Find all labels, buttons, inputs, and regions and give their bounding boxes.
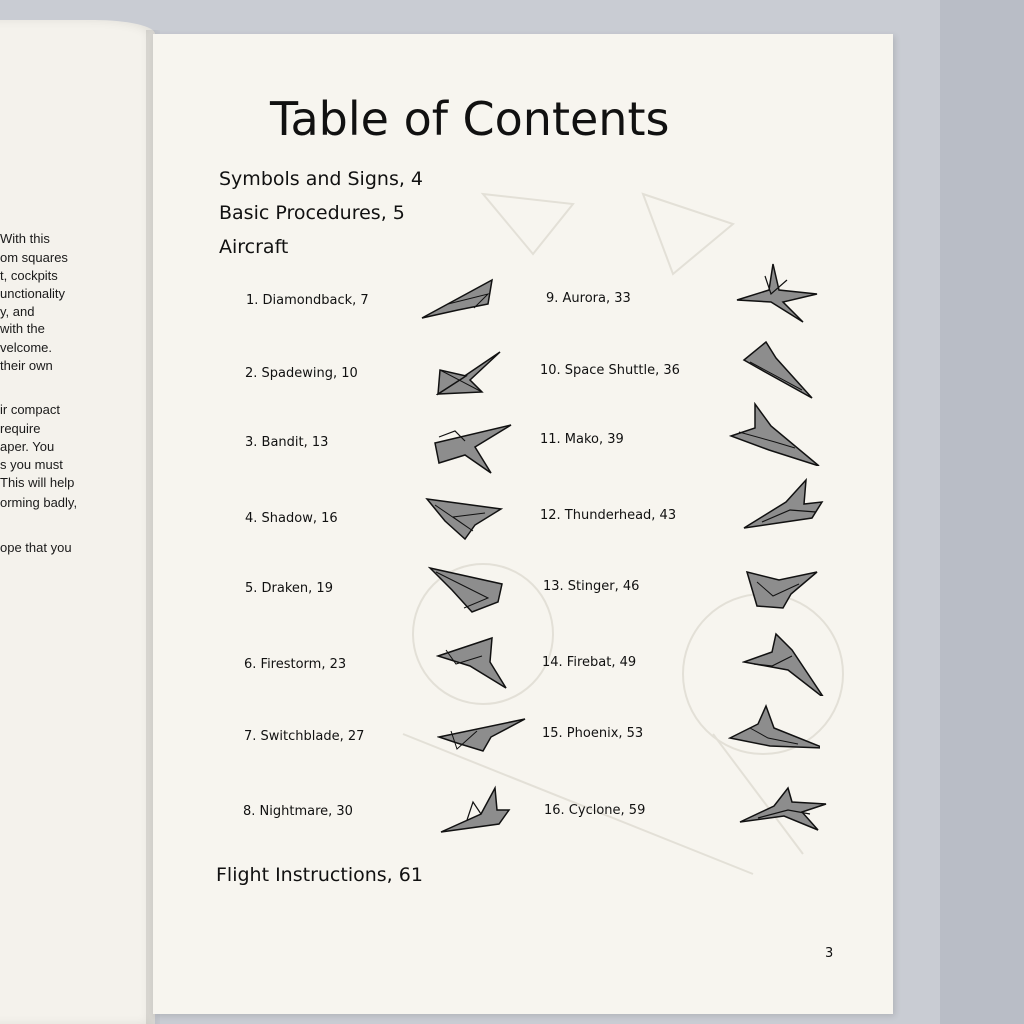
shadow-plane-icon	[425, 491, 517, 555]
toc-entry: 14. Firebat, 49	[542, 655, 637, 670]
bandit-plane-icon	[431, 417, 523, 481]
table-surface	[940, 0, 1024, 1024]
left-text-fragment: require	[0, 421, 41, 436]
toc-entry: 6. Firestorm, 23	[244, 657, 347, 672]
left-text-fragment: unctionality	[0, 286, 66, 301]
toc-entry: 10. Space Shuttle, 36	[540, 363, 680, 378]
space-shuttle-plane-icon	[742, 336, 834, 400]
switchblade-plane-icon	[437, 709, 529, 773]
draken-plane-icon	[428, 562, 520, 626]
spadewing-plane-icon	[436, 346, 528, 410]
toc-entry: 13. Stinger, 46	[543, 579, 640, 594]
left-text-fragment: y, and	[0, 304, 35, 319]
left-text-fragment: This will help	[0, 475, 75, 490]
left-text-fragment: ir compact	[0, 402, 60, 417]
cyclone-plane-icon	[738, 782, 830, 846]
phoenix-plane-icon	[728, 704, 820, 768]
toc-flight-instructions: Flight Instructions, 61	[216, 864, 423, 886]
left-page	[0, 20, 155, 1024]
stinger-plane-icon	[743, 562, 835, 626]
diamondback-plane-icon	[418, 274, 510, 338]
toc-entry: 9. Aurora, 33	[546, 291, 631, 306]
left-text-fragment: orming badly,	[0, 495, 78, 510]
firestorm-plane-icon	[436, 632, 528, 696]
page-number: 3	[825, 946, 834, 961]
toc-entry: 15. Phoenix, 53	[542, 726, 644, 741]
left-text-fragment: With this	[0, 231, 50, 246]
toc-entry: 16. Cyclone, 59	[544, 803, 646, 818]
left-text-fragment: velcome.	[0, 340, 53, 355]
toc-entry: 1. Diamondback, 7	[246, 293, 369, 308]
left-text-fragment: om squares	[0, 250, 68, 265]
left-text-fragment: s you must	[0, 457, 63, 472]
toc-entry: 2. Spadewing, 10	[245, 366, 358, 381]
thunderhead-plane-icon	[742, 478, 834, 542]
right-page	[153, 34, 893, 1014]
left-text-fragment: ope that you	[0, 540, 72, 555]
toc-entry: 4. Shadow, 16	[245, 511, 338, 526]
left-text-fragment: aper. You	[0, 439, 55, 454]
toc-entry: 11. Mako, 39	[540, 432, 624, 447]
toc-basic-procedures: Basic Procedures, 5	[219, 202, 405, 224]
left-text-fragment: with the	[0, 321, 45, 336]
toc-entry: 7. Switchblade, 27	[244, 729, 365, 744]
page-title: Table of Contents	[270, 92, 670, 146]
left-text-fragment: their own	[0, 358, 53, 373]
toc-aircraft-heading: Aircraft	[219, 236, 289, 258]
toc-entry: 8. Nightmare, 30	[243, 804, 353, 819]
nightmare-plane-icon	[437, 780, 529, 844]
toc-entry: 12. Thunderhead, 43	[540, 508, 677, 523]
aurora-plane-icon	[735, 260, 827, 324]
left-text-fragment: t, cockpits	[0, 268, 58, 283]
toc-entry: 3. Bandit, 13	[245, 435, 329, 450]
toc-symbols-and-signs: Symbols and Signs, 4	[219, 168, 424, 190]
toc-entry: 5. Draken, 19	[245, 581, 333, 596]
firebat-plane-icon	[742, 632, 834, 696]
mako-plane-icon	[729, 402, 821, 466]
